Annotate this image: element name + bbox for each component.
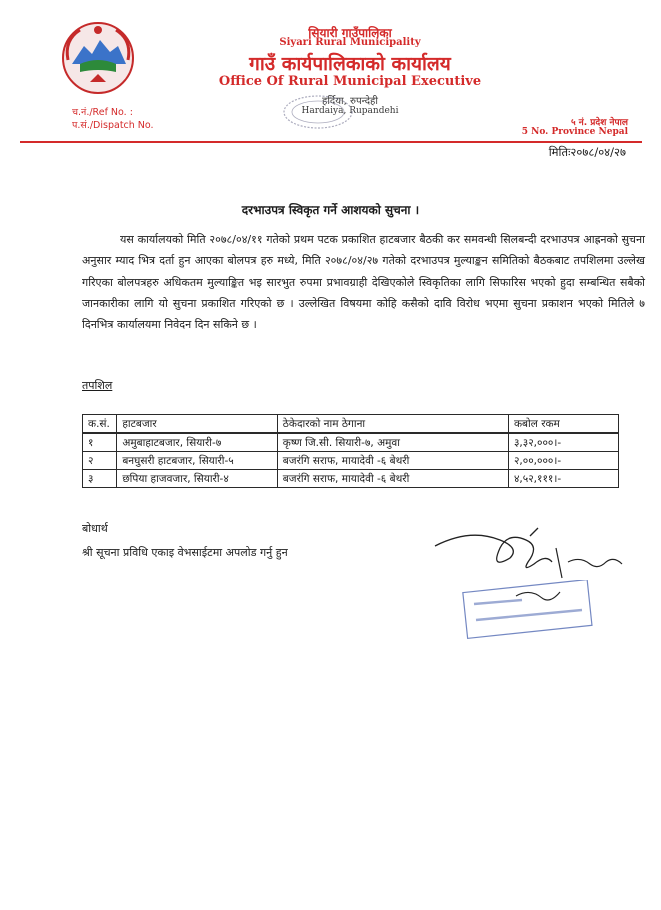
bid-table [82, 414, 619, 488]
details-heading: तपशिल [82, 379, 113, 392]
province-nepali: ५ नं. प्रदेश नेपाल [570, 118, 628, 128]
office-place-english: Hardaiya, Rupandehi [301, 106, 399, 116]
table-cell-contractor: बजरंगि सराफ, मायादेवी -६ बेथरी [277, 452, 508, 470]
table-row [83, 433, 619, 452]
column-header-contractor: ठेकेदारको नाम ठेगाना [277, 415, 508, 434]
municipality-name-nepali: सियारी गाउँपालिका [308, 26, 392, 40]
letter-date: मितिः२०७८/०४/२७ [548, 145, 626, 159]
table-cell-contractor: कृष्ण जि.सी. सियारी-७, अमुवा [277, 433, 508, 452]
table-header-row [83, 415, 619, 434]
table-row [83, 470, 619, 488]
table-row [83, 452, 619, 470]
dispatch-no-label: प.सं./Dispatch No. [72, 120, 154, 131]
column-header-market: हाटबजार [117, 415, 277, 434]
officer-stamp [462, 580, 597, 640]
cc-item: श्री सूचना प्रविधि एकाइ वेभसाईटमा अपलोड गर्नु हुन [82, 546, 288, 559]
ref-no-label: च.नं./Ref No. : [72, 107, 133, 118]
notice-title: दरभाउपत्र स्विकृत गर्ने आशयको सुचना । [241, 203, 420, 217]
province-english: 5 No. Province Nepal [521, 127, 628, 137]
nepal-emblem-logo [60, 20, 136, 96]
table-cell-sn: ३ [83, 470, 117, 488]
office-place-nepali: हर्दिया, रुपन्देही [322, 96, 378, 107]
header-divider [20, 141, 642, 143]
notice-body-text: यस कार्यालयको मिति २०७८/०४/११ गतेको प्रथम पटक प्रकाशित हाटबजार बैठकी कर समवन्धी सिलबन्दी दरभाउपत्र आह्रनको सुचना अनुसार म्याद भित्र दर्ता हुन आएका बोलपत्र हरु मध्ये, मिति २०७८/०४/२७ गतेको दरभाउपत्र मुल्याङ्कन समितिको बैठकबाट तपशिलमा उल्लेख गरिएका बोलपत्रहरु अधिकतम मुल्याङ्कित भइ सारभुत रुपमा प्रभावग्राही देखिएकोले स्विकृतिका लागि सिफारिस भएको हुदा सम्बन्धित सबैको जानकारीका लागि यो सुचना प्रकाशित गरिएको छ । उल्लेखित विषयमा कोहि कसैको दावि विरोध भएमा सुचना प्रकाशन भएको मितिले ७ दिनभित्र कार्यालयमा निवेदन दिन सकिने छ । [82, 233, 645, 332]
office-name-english: Office Of Rural Municipal Executive [218, 74, 482, 89]
table-cell-sn: १ [83, 433, 117, 452]
cc-label: बोधार्थ [82, 522, 108, 535]
table-cell-amount: ४,५२,१११।- [508, 470, 618, 488]
office-seal-stamp [282, 94, 354, 130]
notice-body [82, 229, 645, 335]
table-cell-contractor: बजरंगि सराफ, मायादेवी -६ बेथरी [277, 470, 508, 488]
table-cell-market: अमुबाहाटबजार, सियारी-७ [117, 433, 277, 452]
table-cell-amount: ३,३२,०००।- [508, 433, 618, 452]
table-cell-market: छपिया हाजवजार, सियारी-४ [117, 470, 277, 488]
municipality-name-english: Siyari Rural Municipality [279, 37, 421, 48]
table-cell-sn: २ [83, 452, 117, 470]
table-cell-amount: २,००,०००।- [508, 452, 618, 470]
table-cell-market: बनघुसरी हाटबजार, सियारी-५ [117, 452, 277, 470]
office-name-nepali: गाउँ कार्यपालिकाको कार्यालय [249, 53, 451, 75]
column-header-amount: कबोल रकम [508, 415, 618, 434]
column-header-sn: क.सं. [83, 415, 117, 434]
